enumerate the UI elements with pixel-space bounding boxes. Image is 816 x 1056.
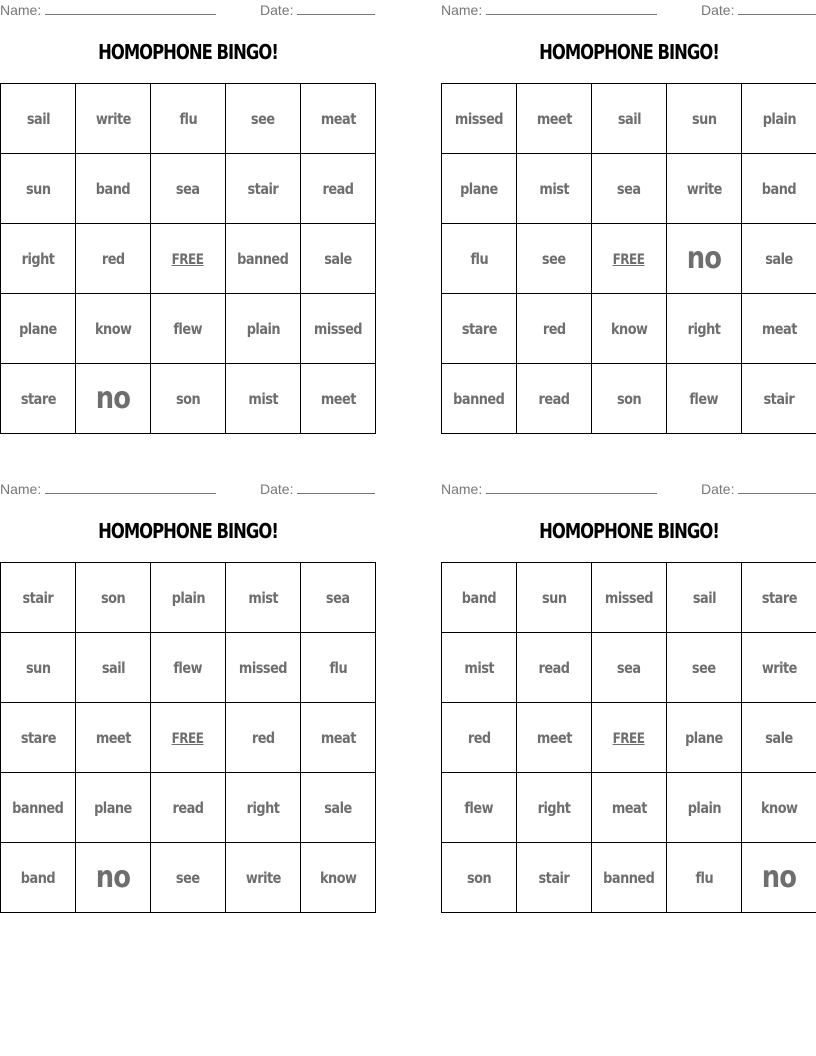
bingo-cell [592, 364, 667, 434]
bingo-row [1, 633, 376, 703]
bingo-word: right [246, 798, 280, 817]
bingo-cell [517, 224, 592, 294]
bingo-cell [667, 703, 742, 773]
bingo-word: stair [247, 179, 279, 198]
bingo-free-cell [151, 224, 226, 294]
bingo-cell [442, 84, 517, 154]
bingo-word: flu [179, 109, 197, 128]
bingo-cell [76, 563, 151, 633]
bingo-row [442, 154, 816, 224]
date-blank-line [297, 481, 375, 494]
card-title: HOMOPHONE BINGO! [539, 40, 719, 64]
bingo-cell [76, 773, 151, 843]
bingo-word: meat [761, 319, 797, 338]
bingo-word: missed [238, 658, 288, 677]
bingo-cell [667, 563, 742, 633]
bingo-word: write [245, 868, 281, 887]
bingo-cell [301, 154, 376, 224]
bingo-word: stare [20, 728, 56, 747]
bingo-cell [742, 364, 816, 434]
bingo-word: mist [248, 389, 278, 408]
bingo-word: know [319, 868, 357, 887]
card-title: HOMOPHONE BINGO! [98, 519, 278, 543]
card-title: HOMOPHONE BINGO! [539, 519, 719, 543]
bingo-cell [592, 563, 667, 633]
bingo-word: read [538, 658, 570, 677]
name-blank-line [45, 481, 216, 494]
bingo-row [1, 563, 376, 633]
name-label: Name: [441, 481, 483, 497]
bingo-word: stair [22, 588, 54, 607]
bingo-word: banned [237, 249, 289, 268]
bingo-cell [592, 773, 667, 843]
bingo-word: flew [464, 798, 494, 817]
bingo-word: sea [326, 588, 350, 607]
bingo-word: band [461, 588, 497, 607]
bingo-cell [742, 773, 816, 843]
bingo-cell [226, 154, 301, 224]
bingo-word: FREE [172, 730, 204, 747]
bingo-cell [742, 154, 816, 224]
card-header [441, 2, 816, 20]
bingo-cell [1, 154, 76, 224]
bingo-word: read [172, 798, 204, 817]
bingo-cell [1, 843, 76, 913]
bingo-cell [742, 843, 816, 913]
bingo-word: stare [20, 389, 56, 408]
bingo-word: plain [171, 588, 205, 607]
bingo-cell [76, 154, 151, 224]
date-label: Date: [701, 2, 735, 18]
bingo-word: plain [687, 798, 721, 817]
bingo-cell [226, 633, 301, 703]
bingo-cell [151, 154, 226, 224]
bingo-word: FREE [172, 251, 204, 268]
bingo-row [1, 84, 376, 154]
bingo-word: read [538, 389, 570, 408]
bingo-row [442, 773, 816, 843]
bingo-cell [442, 224, 517, 294]
bingo-word: no [761, 860, 797, 895]
bingo-word: meet [320, 389, 356, 408]
name-blank-line [45, 2, 216, 15]
bingo-word: sun [25, 658, 51, 677]
bingo-cell [742, 294, 816, 364]
date-label: Date: [701, 481, 735, 497]
bingo-word: red [251, 728, 275, 747]
bingo-word: stare [761, 588, 797, 607]
bingo-word: red [542, 319, 566, 338]
bingo-cell [226, 563, 301, 633]
bingo-grid [0, 562, 376, 913]
bingo-word: sea [617, 658, 641, 677]
bingo-cell [301, 364, 376, 434]
bingo-cell [442, 703, 517, 773]
bingo-cell [226, 224, 301, 294]
bingo-word: plain [246, 319, 280, 338]
date-field [701, 2, 816, 18]
date-label: Date: [260, 481, 294, 497]
bingo-word: no [686, 241, 722, 276]
bingo-cell [442, 633, 517, 703]
bingo-word: meat [611, 798, 647, 817]
bingo-cell [301, 84, 376, 154]
bingo-word: flu [329, 658, 347, 677]
bingo-cell [301, 224, 376, 294]
bingo-free-cell [151, 703, 226, 773]
bingo-row [1, 294, 376, 364]
bingo-cell [1, 703, 76, 773]
bingo-row [442, 633, 816, 703]
bingo-word: see [251, 109, 275, 128]
bingo-word: band [761, 179, 797, 198]
bingo-word: read [322, 179, 354, 198]
bingo-cell [76, 703, 151, 773]
bingo-word: band [95, 179, 131, 198]
bingo-free-cell [592, 224, 667, 294]
bingo-word: plane [460, 179, 498, 198]
bingo-word: meat [320, 109, 356, 128]
bingo-word: see [542, 249, 566, 268]
bingo-word: write [95, 109, 131, 128]
bingo-cell [517, 154, 592, 224]
bingo-word: plane [685, 728, 723, 747]
bingo-cell [517, 633, 592, 703]
bingo-word: red [467, 728, 491, 747]
bingo-word: mist [464, 658, 494, 677]
card-header [441, 481, 816, 499]
bingo-grid [441, 83, 816, 434]
name-label: Name: [0, 481, 42, 497]
bingo-cell [1, 224, 76, 294]
bingo-word: know [610, 319, 648, 338]
bingo-cell [301, 294, 376, 364]
bingo-word: right [687, 319, 721, 338]
bingo-word: son [466, 868, 492, 887]
bingo-cell [301, 843, 376, 913]
bingo-word: missed [454, 109, 504, 128]
bingo-cell [151, 843, 226, 913]
bingo-word: sea [176, 179, 200, 198]
bingo-cell [1, 633, 76, 703]
bingo-word: plane [19, 319, 57, 338]
bingo-cell [76, 633, 151, 703]
date-field [260, 2, 375, 18]
bingo-word: mist [539, 179, 569, 198]
bingo-cell [301, 703, 376, 773]
date-field [701, 481, 816, 497]
bingo-row [442, 703, 816, 773]
bingo-row [1, 773, 376, 843]
bingo-cell [742, 703, 816, 773]
bingo-word: sail [26, 109, 50, 128]
bingo-cell [226, 843, 301, 913]
bingo-cell [1, 364, 76, 434]
bingo-cell [226, 294, 301, 364]
bingo-cell [301, 563, 376, 633]
bingo-row [442, 224, 816, 294]
bingo-cell [1, 84, 76, 154]
bingo-cell [226, 84, 301, 154]
bingo-row [1, 364, 376, 434]
bingo-cell [76, 364, 151, 434]
bingo-cell [592, 154, 667, 224]
bingo-cell [76, 224, 151, 294]
bingo-cell [1, 294, 76, 364]
bingo-word: son [175, 389, 201, 408]
bingo-row [1, 224, 376, 294]
bingo-word: know [94, 319, 132, 338]
card-header [0, 481, 376, 499]
bingo-cell [76, 84, 151, 154]
bingo-word: FREE [613, 251, 645, 268]
bingo-word: plane [94, 798, 132, 817]
bingo-row [442, 563, 816, 633]
bingo-word: know [760, 798, 798, 817]
bingo-word: sun [541, 588, 567, 607]
bingo-cell [1, 563, 76, 633]
bingo-word: stair [538, 868, 570, 887]
bingo-row [442, 84, 816, 154]
bingo-word: red [101, 249, 125, 268]
bingo-cell [442, 154, 517, 224]
bingo-row [1, 843, 376, 913]
name-field [0, 2, 216, 18]
bingo-word: flew [689, 389, 719, 408]
bingo-word: sail [692, 588, 716, 607]
bingo-cell [592, 843, 667, 913]
bingo-free-cell [592, 703, 667, 773]
bingo-row [1, 154, 376, 224]
bingo-word: FREE [613, 730, 645, 747]
bingo-word: flew [173, 319, 203, 338]
bingo-word: banned [603, 868, 655, 887]
date-field [260, 481, 375, 497]
bingo-word: see [692, 658, 716, 677]
bingo-cell [226, 703, 301, 773]
bingo-word: flu [695, 868, 713, 887]
bingo-word: right [537, 798, 571, 817]
bingo-word: sail [101, 658, 125, 677]
bingo-word: meet [536, 728, 572, 747]
bingo-word: son [616, 389, 642, 408]
bingo-row [442, 294, 816, 364]
bingo-cell [151, 633, 226, 703]
bingo-word: write [686, 179, 722, 198]
bingo-word: sale [324, 798, 352, 817]
bingo-cell [517, 773, 592, 843]
bingo-word: meat [320, 728, 356, 747]
bingo-cell [442, 773, 517, 843]
bingo-cell [517, 563, 592, 633]
bingo-row [442, 843, 816, 913]
bingo-cell [442, 843, 517, 913]
name-field [0, 481, 216, 497]
bingo-word: sail [617, 109, 641, 128]
bingo-cell [742, 563, 816, 633]
bingo-cell [517, 703, 592, 773]
bingo-word: write [761, 658, 797, 677]
bingo-cell [76, 843, 151, 913]
bingo-word: son [100, 588, 126, 607]
bingo-word: no [95, 860, 131, 895]
bingo-cell [151, 364, 226, 434]
name-blank-line [486, 481, 657, 494]
bingo-cell [667, 843, 742, 913]
bingo-word: right [21, 249, 55, 268]
bingo-word: missed [604, 588, 654, 607]
date-label: Date: [260, 2, 294, 18]
bingo-cell [667, 84, 742, 154]
bingo-cell [442, 563, 517, 633]
bingo-cell [301, 773, 376, 843]
name-label: Name: [441, 2, 483, 18]
bingo-row [1, 703, 376, 773]
name-field [441, 481, 657, 497]
bingo-word: sea [617, 179, 641, 198]
bingo-word: mist [248, 588, 278, 607]
name-field [441, 2, 657, 18]
bingo-grid [0, 83, 376, 434]
bingo-cell [667, 633, 742, 703]
bingo-word: stair [763, 389, 795, 408]
bingo-cell [442, 294, 517, 364]
bingo-cell [517, 843, 592, 913]
bingo-word: meet [95, 728, 131, 747]
card-title: HOMOPHONE BINGO! [98, 40, 278, 64]
bingo-cell [517, 364, 592, 434]
bingo-cell [151, 84, 226, 154]
bingo-cell [517, 294, 592, 364]
bingo-cell [667, 154, 742, 224]
bingo-word: sun [25, 179, 51, 198]
name-label: Name: [0, 2, 42, 18]
bingo-word: sale [765, 728, 793, 747]
bingo-cell [151, 773, 226, 843]
bingo-word: flew [173, 658, 203, 677]
bingo-cell [442, 364, 517, 434]
bingo-cell [1, 773, 76, 843]
bingo-row [442, 364, 816, 434]
bingo-cell [226, 364, 301, 434]
bingo-word: sun [691, 109, 717, 128]
bingo-cell [742, 84, 816, 154]
bingo-word: see [176, 868, 200, 887]
bingo-cell [592, 294, 667, 364]
bingo-cell [592, 633, 667, 703]
bingo-word: plain [762, 109, 796, 128]
bingo-cell [151, 563, 226, 633]
date-blank-line [297, 2, 375, 15]
bingo-grid [441, 562, 816, 913]
bingo-cell [667, 224, 742, 294]
bingo-cell [667, 294, 742, 364]
bingo-word: missed [313, 319, 363, 338]
name-blank-line [486, 2, 657, 15]
bingo-cell [76, 294, 151, 364]
bingo-cell [226, 773, 301, 843]
bingo-word: sale [324, 249, 352, 268]
bingo-word: no [95, 381, 131, 416]
card-header [0, 2, 376, 20]
bingo-word: flu [470, 249, 488, 268]
bingo-word: banned [453, 389, 505, 408]
bingo-cell [667, 364, 742, 434]
bingo-cell [742, 224, 816, 294]
date-blank-line [738, 2, 816, 15]
bingo-cell [592, 84, 667, 154]
bingo-cell [151, 294, 226, 364]
bingo-word: stare [461, 319, 497, 338]
bingo-word: sale [765, 249, 793, 268]
date-blank-line [738, 481, 816, 494]
bingo-word: meet [536, 109, 572, 128]
bingo-cell [517, 84, 592, 154]
bingo-cell [742, 633, 816, 703]
bingo-cell [301, 633, 376, 703]
bingo-word: band [20, 868, 56, 887]
bingo-word: banned [12, 798, 64, 817]
bingo-cell [667, 773, 742, 843]
